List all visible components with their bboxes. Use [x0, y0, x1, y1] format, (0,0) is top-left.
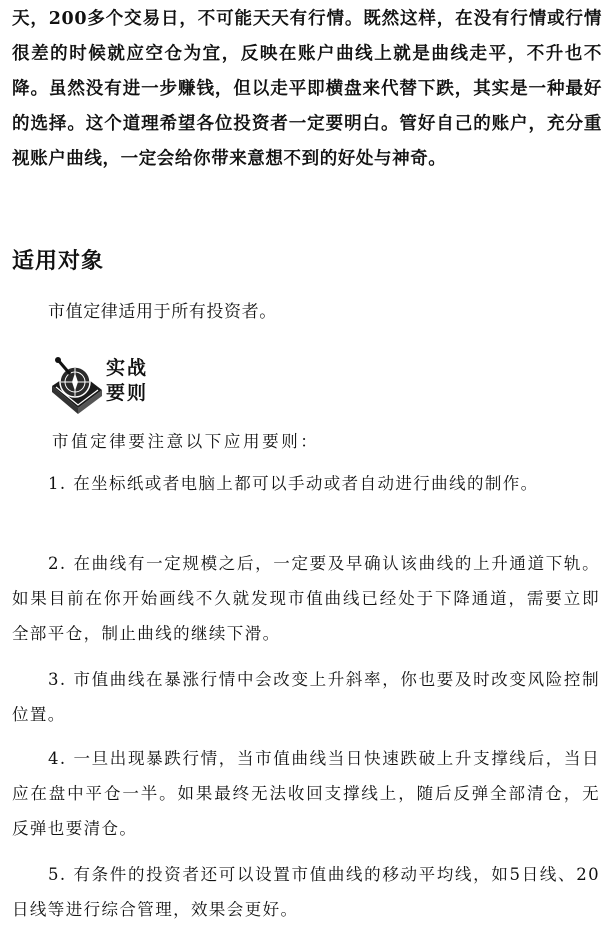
rule-item-5: 5. 有条件的投资者还可以设置市值曲线的移动平均线，如5日线、20日线等进行综合管理，效果会更好。: [12, 865, 600, 919]
practice-rules-badge: [48, 356, 178, 416]
book-compass-icon: [48, 356, 106, 416]
rule-item-2: 2. 在曲线有一定规模之后，一定要及早确认该曲线的上升通道下轨。如果目前在你开始画线不久就发现市值曲线已经处于下降通道，需要立即全部平仓，制止曲线的继续下滑。: [12, 554, 600, 643]
badge-line-1: 实战: [106, 357, 149, 379]
rule-item-1: 1. 在坐标纸或者电脑上都可以手动或者自动进行曲线的制作。: [48, 474, 539, 493]
badge-label: [106, 356, 148, 406]
top-paragraph: 天，200多个交易日，不可能天天有行情。既然这样，在没有行情或行情很差的时候就应空仓为宜，反映在账户曲线上就是曲线走平，不升也不降。虽然没有进一步赚钱，但以走平即横盘来代替下跌，其实是一种最好的选择。这个道理希望各位投资者一定要明白。管好自己的账户，充分重视账户曲线，一定会给你带来意想不到的好处与神奇。: [12, 9, 602, 169]
section-heading: 适用对象: [12, 249, 105, 274]
rules-intro: 市值定律要注意以下应用要则：: [52, 432, 320, 451]
section-intro: 市值定律适用于所有投资者。: [48, 302, 277, 322]
badge-line-2: 要则: [106, 382, 149, 404]
rule-item-3: 3. 市值曲线在暴涨行情中会改变上升斜率，你也要及时改变风险控制位置。: [12, 670, 600, 724]
rule-item-4: 4. 一旦出现暴跌行情，当市值曲线当日快速跌破上升支撑线后，当日应在盘中平仓一半。如果最终无法收回支撑线上，随后反弹全部清仓，无反弹也要清仓。: [12, 749, 600, 838]
